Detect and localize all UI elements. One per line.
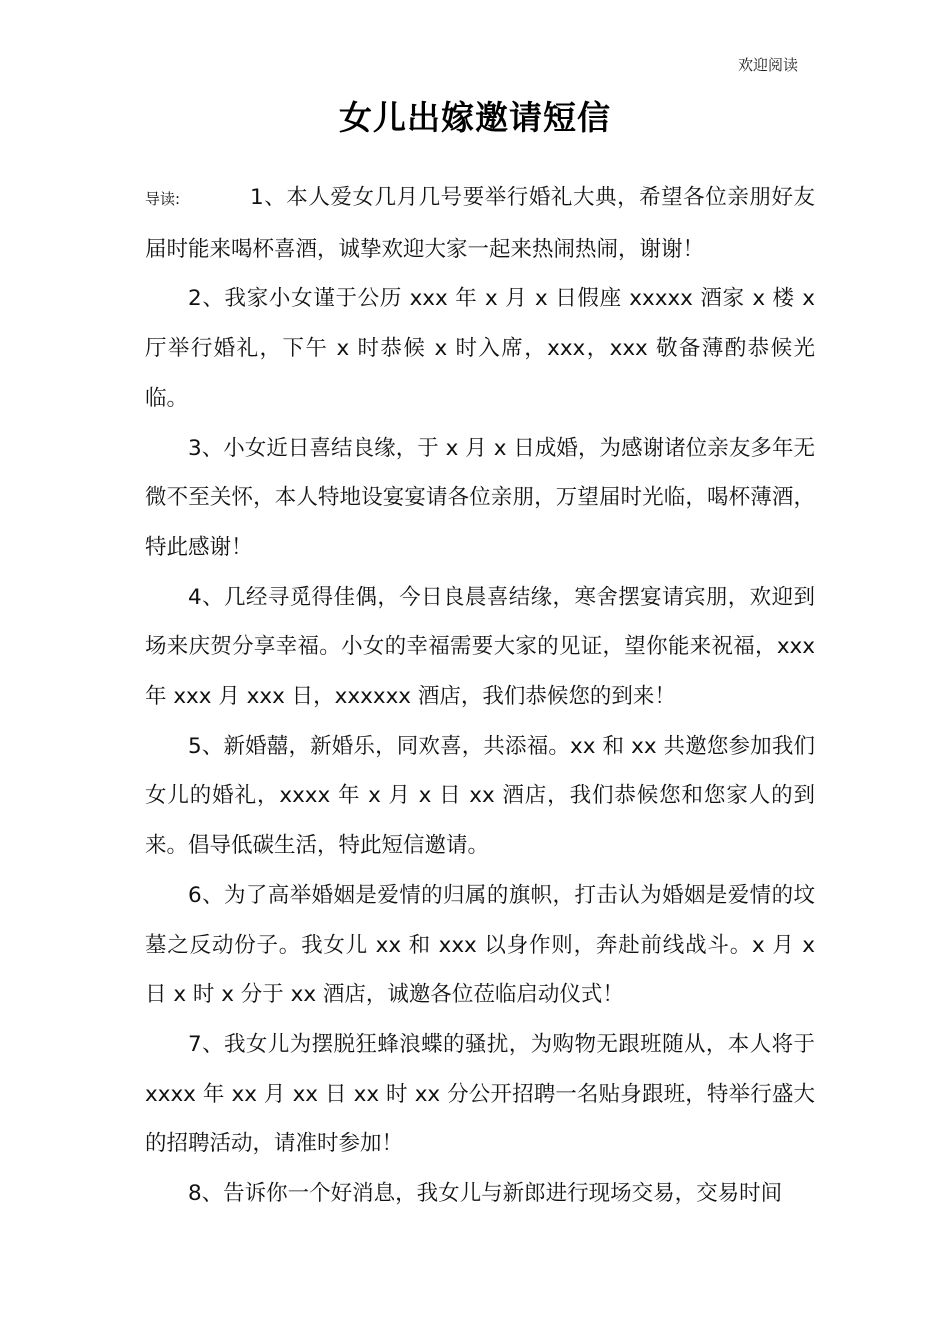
header-note: 欢迎阅读 <box>737 56 798 74</box>
document-body <box>145 173 815 1219</box>
paragraph-6: 6、为了高举婚姻是爱情的归属的旗帜，打击认为婚姻是爱情的坟墓之反动份子。我女儿 xx 和 xxx 以身作则，奔赴前线战斗。x 月 x 日 x 时 x 分于 xx 酒店，诚邀各位莅临启动仪式！ <box>145 882 815 1008</box>
paragraph-1 <box>145 173 815 274</box>
paragraph-4: 4、几经寻觅得佳偶，今日良晨喜结缘，寒舍摆宴请宾朋，欢迎到场来庆贺分享幸福。小女的幸福需要大家的见证，望你能来祝福，xxx 年 xxx 月 xxx 日，xxxxxx 酒店，我们恭候您的到来！ <box>145 584 815 710</box>
document-title: 女儿出嫁邀请短信 <box>339 98 611 137</box>
paragraph-3: 3、小女近日喜结良缘，于 x 月 x 日成婚，为感谢诸位亲友多年无微不至关怀，本人特地设宴宴请各位亲朋，万望届时光临，喝杯薄酒，特此感谢！ <box>145 435 815 560</box>
paragraph-8: 8、告诉你一个好消息，我女儿与新郎进行现场交易，交易时间 <box>188 1181 783 1207</box>
intro-label: 导读: <box>145 190 181 208</box>
paragraph-1-text: 1、本人爱女几月几号要举行婚礼大典，希望各位亲朋好友届时能来喝杯喜酒，诚挚欢迎大家一起来热闹热闹，谢谢！ <box>145 185 815 262</box>
paragraph-7: 7、我女儿为摆脱狂蜂浪蝶的骚扰，为购物无跟班随从，本人将于 xxxx 年 xx 月 xx 日 xx 时 xx 分公开招聘一名贴身跟班，特举行盛大的招聘活动，请准时参加！ <box>145 1031 815 1157</box>
paragraph-5: 5、新婚囍，新婚乐，同欢喜，共添福。xx 和 xx 共邀您参加我们女儿的婚礼，xxxx 年 x 月 x 日 xx 酒店，我们恭候您和您家人的到来。倡导低碳生活，特此短信邀请。 <box>145 733 815 859</box>
paragraph-2: 2、我家小女谨于公历 xxx 年 x 月 x 日假座 xxxxx 酒家 x 楼 x 厅举行婚礼，下午 x 时恭候 x 时入席，xxx，xxx 敬备薄酌恭候光临。 <box>145 286 815 411</box>
